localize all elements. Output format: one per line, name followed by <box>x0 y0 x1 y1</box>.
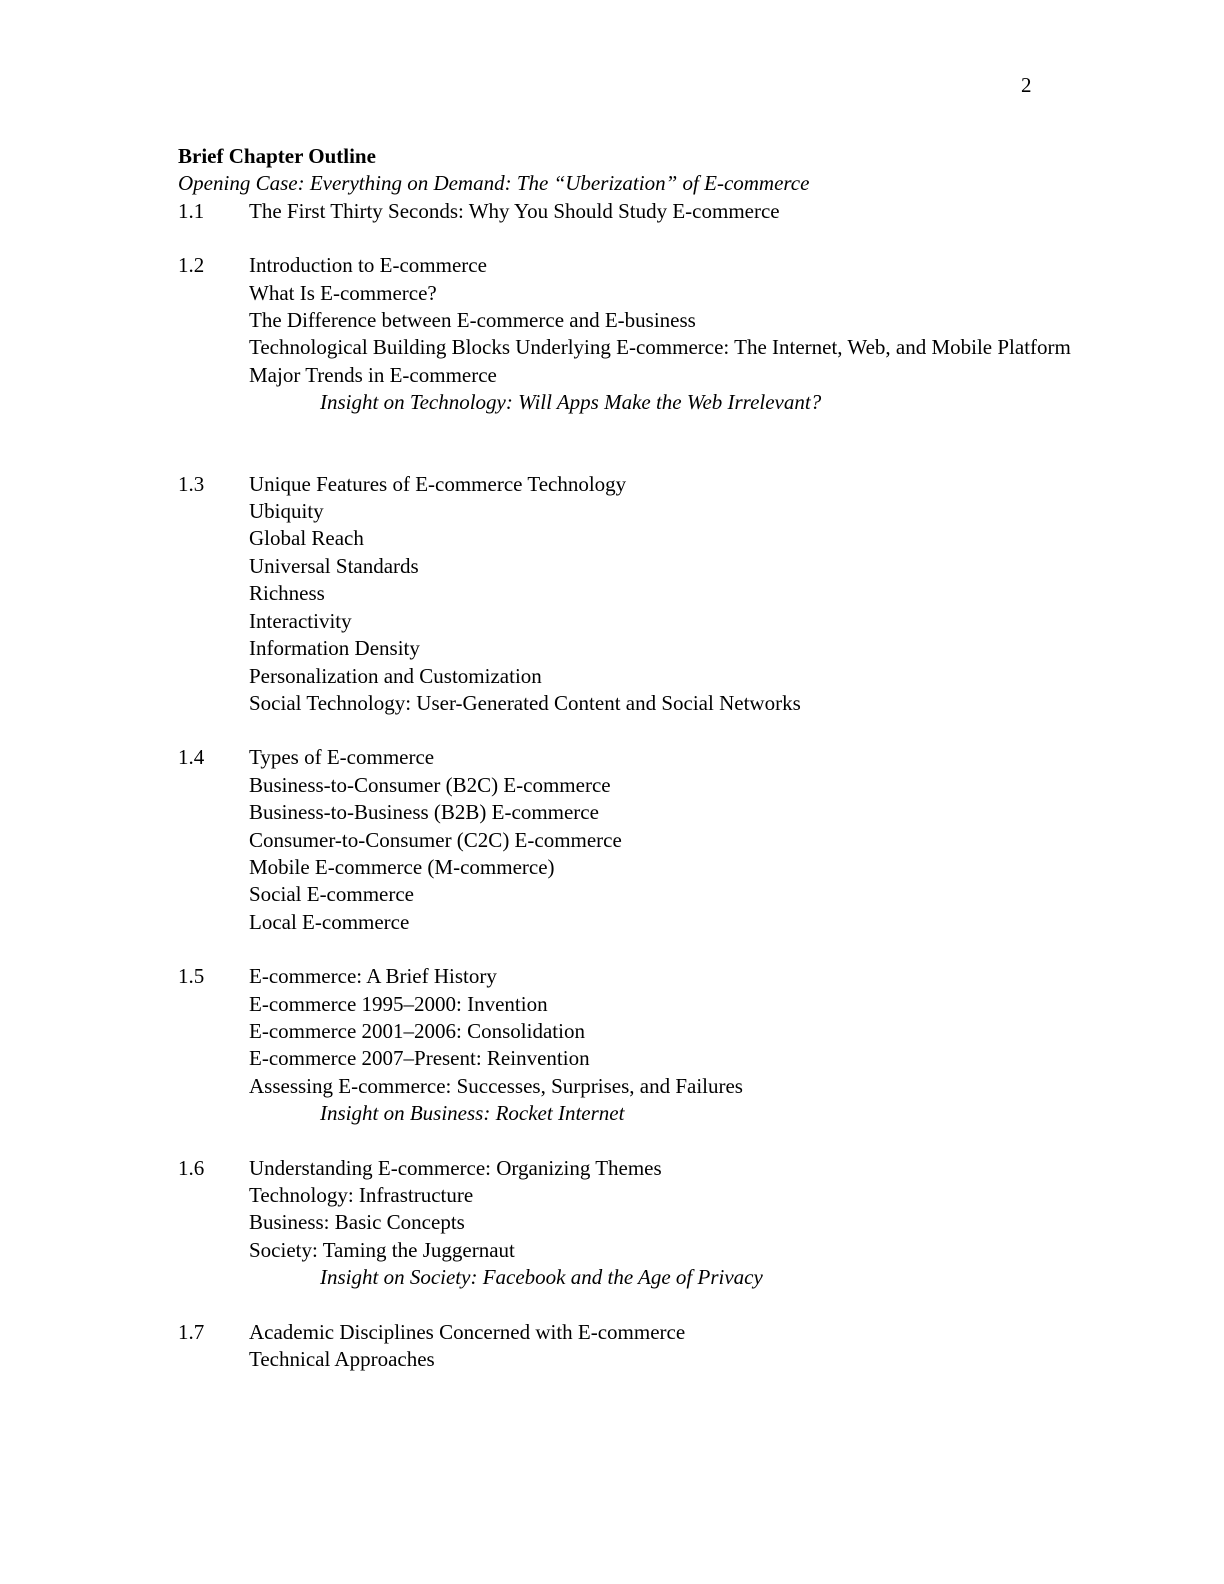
outline-item: Information Density <box>249 636 420 661</box>
opening-case: Opening Case: Everything on Demand: The “Uberization” of E-commerce <box>178 171 810 196</box>
outline-item: Business-to-Consumer (B2C) E-commerce <box>249 772 611 797</box>
section-heading: E-commerce: A Brief History <box>249 964 497 989</box>
outline-item: Interactivity <box>249 608 352 633</box>
outline-item: E-commerce 2001–2006: Consolidation <box>249 1018 585 1043</box>
outline-item: Global Reach <box>249 526 364 551</box>
section-1-6 <box>178 1155 1078 1292</box>
page-number: 2 <box>1021 73 1032 97</box>
outline-item: Business-to-Business (B2B) E-commerce <box>249 800 599 825</box>
section-number: 1.1 <box>178 198 205 223</box>
outline-item: Richness <box>249 581 325 606</box>
section-number: 1.4 <box>178 745 205 770</box>
outline-item: Universal Standards <box>249 553 419 578</box>
section-heading: Understanding E-commerce: Organizing Themes <box>249 1155 662 1180</box>
outline-title: Brief Chapter Outline <box>178 144 376 168</box>
section-heading: Introduction to E-commerce <box>249 253 487 278</box>
outline-item: E-commerce 2007–Present: Reinvention <box>249 1046 590 1071</box>
section-1-2 <box>178 252 1078 416</box>
outline-item: Business: Basic Concepts <box>249 1210 465 1235</box>
section-number: 1.2 <box>178 253 205 278</box>
section-1-5 <box>178 963 1078 1127</box>
section-1-1 <box>178 198 1078 225</box>
outline-item: Social Technology: User-Generated Content and Social Networks <box>249 690 801 715</box>
section-heading: Unique Features of E-commerce Technology <box>249 471 627 496</box>
outline-item: Technical Approaches <box>249 1347 435 1372</box>
outline-item: Major Trends in E-commerce <box>249 362 497 387</box>
section-1-7 <box>178 1319 1078 1374</box>
section-number: 1.3 <box>178 471 205 496</box>
section-heading-row <box>178 198 1078 225</box>
outline-item: Technological Building Blocks Underlying E-commerce: The Internet, Web, and Mobile Platform <box>249 335 1071 360</box>
section-heading-row <box>178 252 1078 279</box>
outline-item: Social E-commerce <box>249 882 415 907</box>
section-number: 1.7 <box>178 1319 205 1344</box>
section-heading-row <box>178 744 1078 771</box>
insight-box-title: Insight on Business: Rocket Internet <box>320 1101 625 1126</box>
outline-item: Mobile E-commerce (M-commerce) <box>249 854 555 879</box>
section-heading-row <box>178 471 1078 498</box>
outline-item: Personalization and Customization <box>249 663 542 688</box>
outline-item: The Difference between E-commerce and E-business <box>249 308 696 333</box>
section-number: 1.5 <box>178 964 205 989</box>
section-1-4 <box>178 744 1078 936</box>
section-number: 1.6 <box>178 1155 205 1180</box>
chapter-outline <box>178 143 1078 1373</box>
section-heading: The First Thirty Seconds: Why You Should Study E-commerce <box>249 198 780 223</box>
outline-item: Society: Taming the Juggernaut <box>249 1237 515 1262</box>
outline-item: Local E-commerce <box>249 909 410 934</box>
outline-item: Assessing E-commerce: Successes, Surprises, and Failures <box>249 1073 743 1098</box>
section-heading-row <box>178 963 1078 990</box>
section-heading-row <box>178 1155 1078 1182</box>
section-1-3 <box>178 471 1078 718</box>
outline-item: Consumer-to-Consumer (C2C) E-commerce <box>249 827 622 852</box>
outline-item: What Is E-commerce? <box>249 280 437 305</box>
section-heading: Academic Disciplines Concerned with E-commerce <box>249 1319 686 1344</box>
insight-box-title: Insight on Technology: Will Apps Make the Web Irrelevant? <box>320 390 822 415</box>
outline-item: Technology: Infrastructure <box>249 1183 474 1207</box>
outline-item: Ubiquity <box>249 499 324 524</box>
section-heading-row <box>178 1319 1078 1346</box>
section-heading: Types of E-commerce <box>249 745 435 770</box>
outline-item: E-commerce 1995–2000: Invention <box>249 991 548 1016</box>
insight-box-title: Insight on Society: Facebook and the Age of Privacy <box>320 1265 763 1290</box>
